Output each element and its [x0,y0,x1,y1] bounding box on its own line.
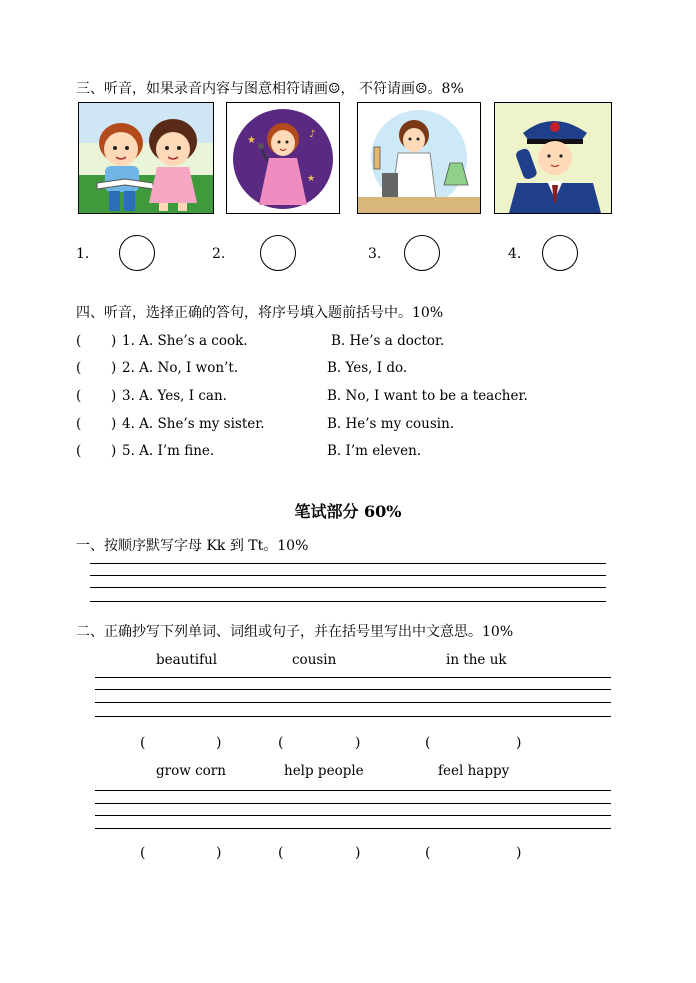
meaning-paren-open[interactable]: ( [278,735,284,751]
item-number-4: 4. [508,246,522,262]
section4-heading: 四、听音，选择正确的答句，将序号填入题前括号中。10% [76,305,444,321]
writing-line [95,716,611,717]
meaning-paren-close: ) [516,735,522,751]
answer-paren-open[interactable]: ( [76,388,82,404]
picture-children-reading [78,102,214,214]
meaning-paren-close: ) [516,845,522,861]
svg-text:♪: ♪ [309,129,316,140]
meaning-paren-open[interactable]: ( [140,735,146,751]
option-a: 4. A. She’s my sister. [122,416,265,432]
meaning-paren-open[interactable]: ( [425,845,431,861]
option-b: B. No, I want to be a teacher. [327,388,528,404]
written-part-title: 笔试部分 60% [294,502,402,521]
writing-line [95,828,611,829]
answer-paren-close: ) [111,360,117,376]
meaning-paren-close: ) [355,845,361,861]
answer-circle-4[interactable] [542,235,578,271]
option-a: 1. A. She’s a cook. [122,333,248,349]
option-a: 2. A. No, I won’t. [122,360,239,376]
option-b: B. He’s my cousin. [327,416,455,432]
meaning-paren-close: ) [355,735,361,751]
writing-line [95,689,611,690]
answer-circle-3[interactable] [404,235,440,271]
answer-paren-open[interactable]: ( [76,416,82,432]
copy-word: beautiful [156,652,218,668]
meaning-paren-open[interactable]: ( [278,845,284,861]
answer-paren-open[interactable]: ( [76,443,82,459]
copy-word: in the uk [446,652,507,668]
answer-paren-open[interactable]: ( [76,360,82,376]
answer-circle-2[interactable] [260,235,296,271]
item-number-2: 2. [212,246,226,262]
writing-line [95,790,611,791]
option-b: B. Yes, I do. [327,360,408,376]
copy-word: feel happy [438,763,510,779]
writing-line [90,601,606,602]
writing-line [95,815,611,816]
option-a: 5. A. I’m fine. [122,443,215,459]
item-number-3: 3. [368,246,382,262]
answer-paren-close: ) [111,333,117,349]
answer-paren-close: ) [111,443,117,459]
writing-line [95,803,611,804]
answer-paren-close: ) [111,388,117,404]
answer-paren-open[interactable]: ( [76,333,82,349]
svg-text:★: ★ [247,135,256,146]
option-a: 3. A. Yes, I can. [122,388,227,404]
written-section1-heading: 一、按顺序默写字母 Kk 到 Tt。10% [76,538,309,554]
copy-word: help people [284,763,364,779]
writing-line [90,587,606,588]
meaning-paren-open[interactable]: ( [425,735,431,751]
writing-line [95,677,611,678]
writing-line [90,563,606,564]
svg-text:★: ★ [307,174,316,184]
picture-singer [226,102,340,214]
picture-police-officer [494,102,612,214]
section3-heading: 三、听音，如果录音内容与图意相符请画☺， 不符请画☹。8% [76,81,464,97]
item-number-1: 1. [76,246,90,262]
option-b: B. He’s a doctor. [331,333,445,349]
copy-word: grow corn [156,763,226,779]
copy-word: cousin [292,652,337,668]
written-section2-heading: 二、正确抄写下列单词、词组或句子，并在括号里写出中文意思。10% [76,624,514,640]
picture-scientist [357,102,481,214]
meaning-paren-close: ) [216,735,222,751]
answer-paren-close: ) [111,416,117,432]
writing-line [95,702,611,703]
meaning-paren-open[interactable]: ( [140,845,146,861]
answer-circle-1[interactable] [119,235,155,271]
option-b: B. I’m eleven. [327,443,422,459]
meaning-paren-close: ) [216,845,222,861]
writing-line [90,575,606,576]
